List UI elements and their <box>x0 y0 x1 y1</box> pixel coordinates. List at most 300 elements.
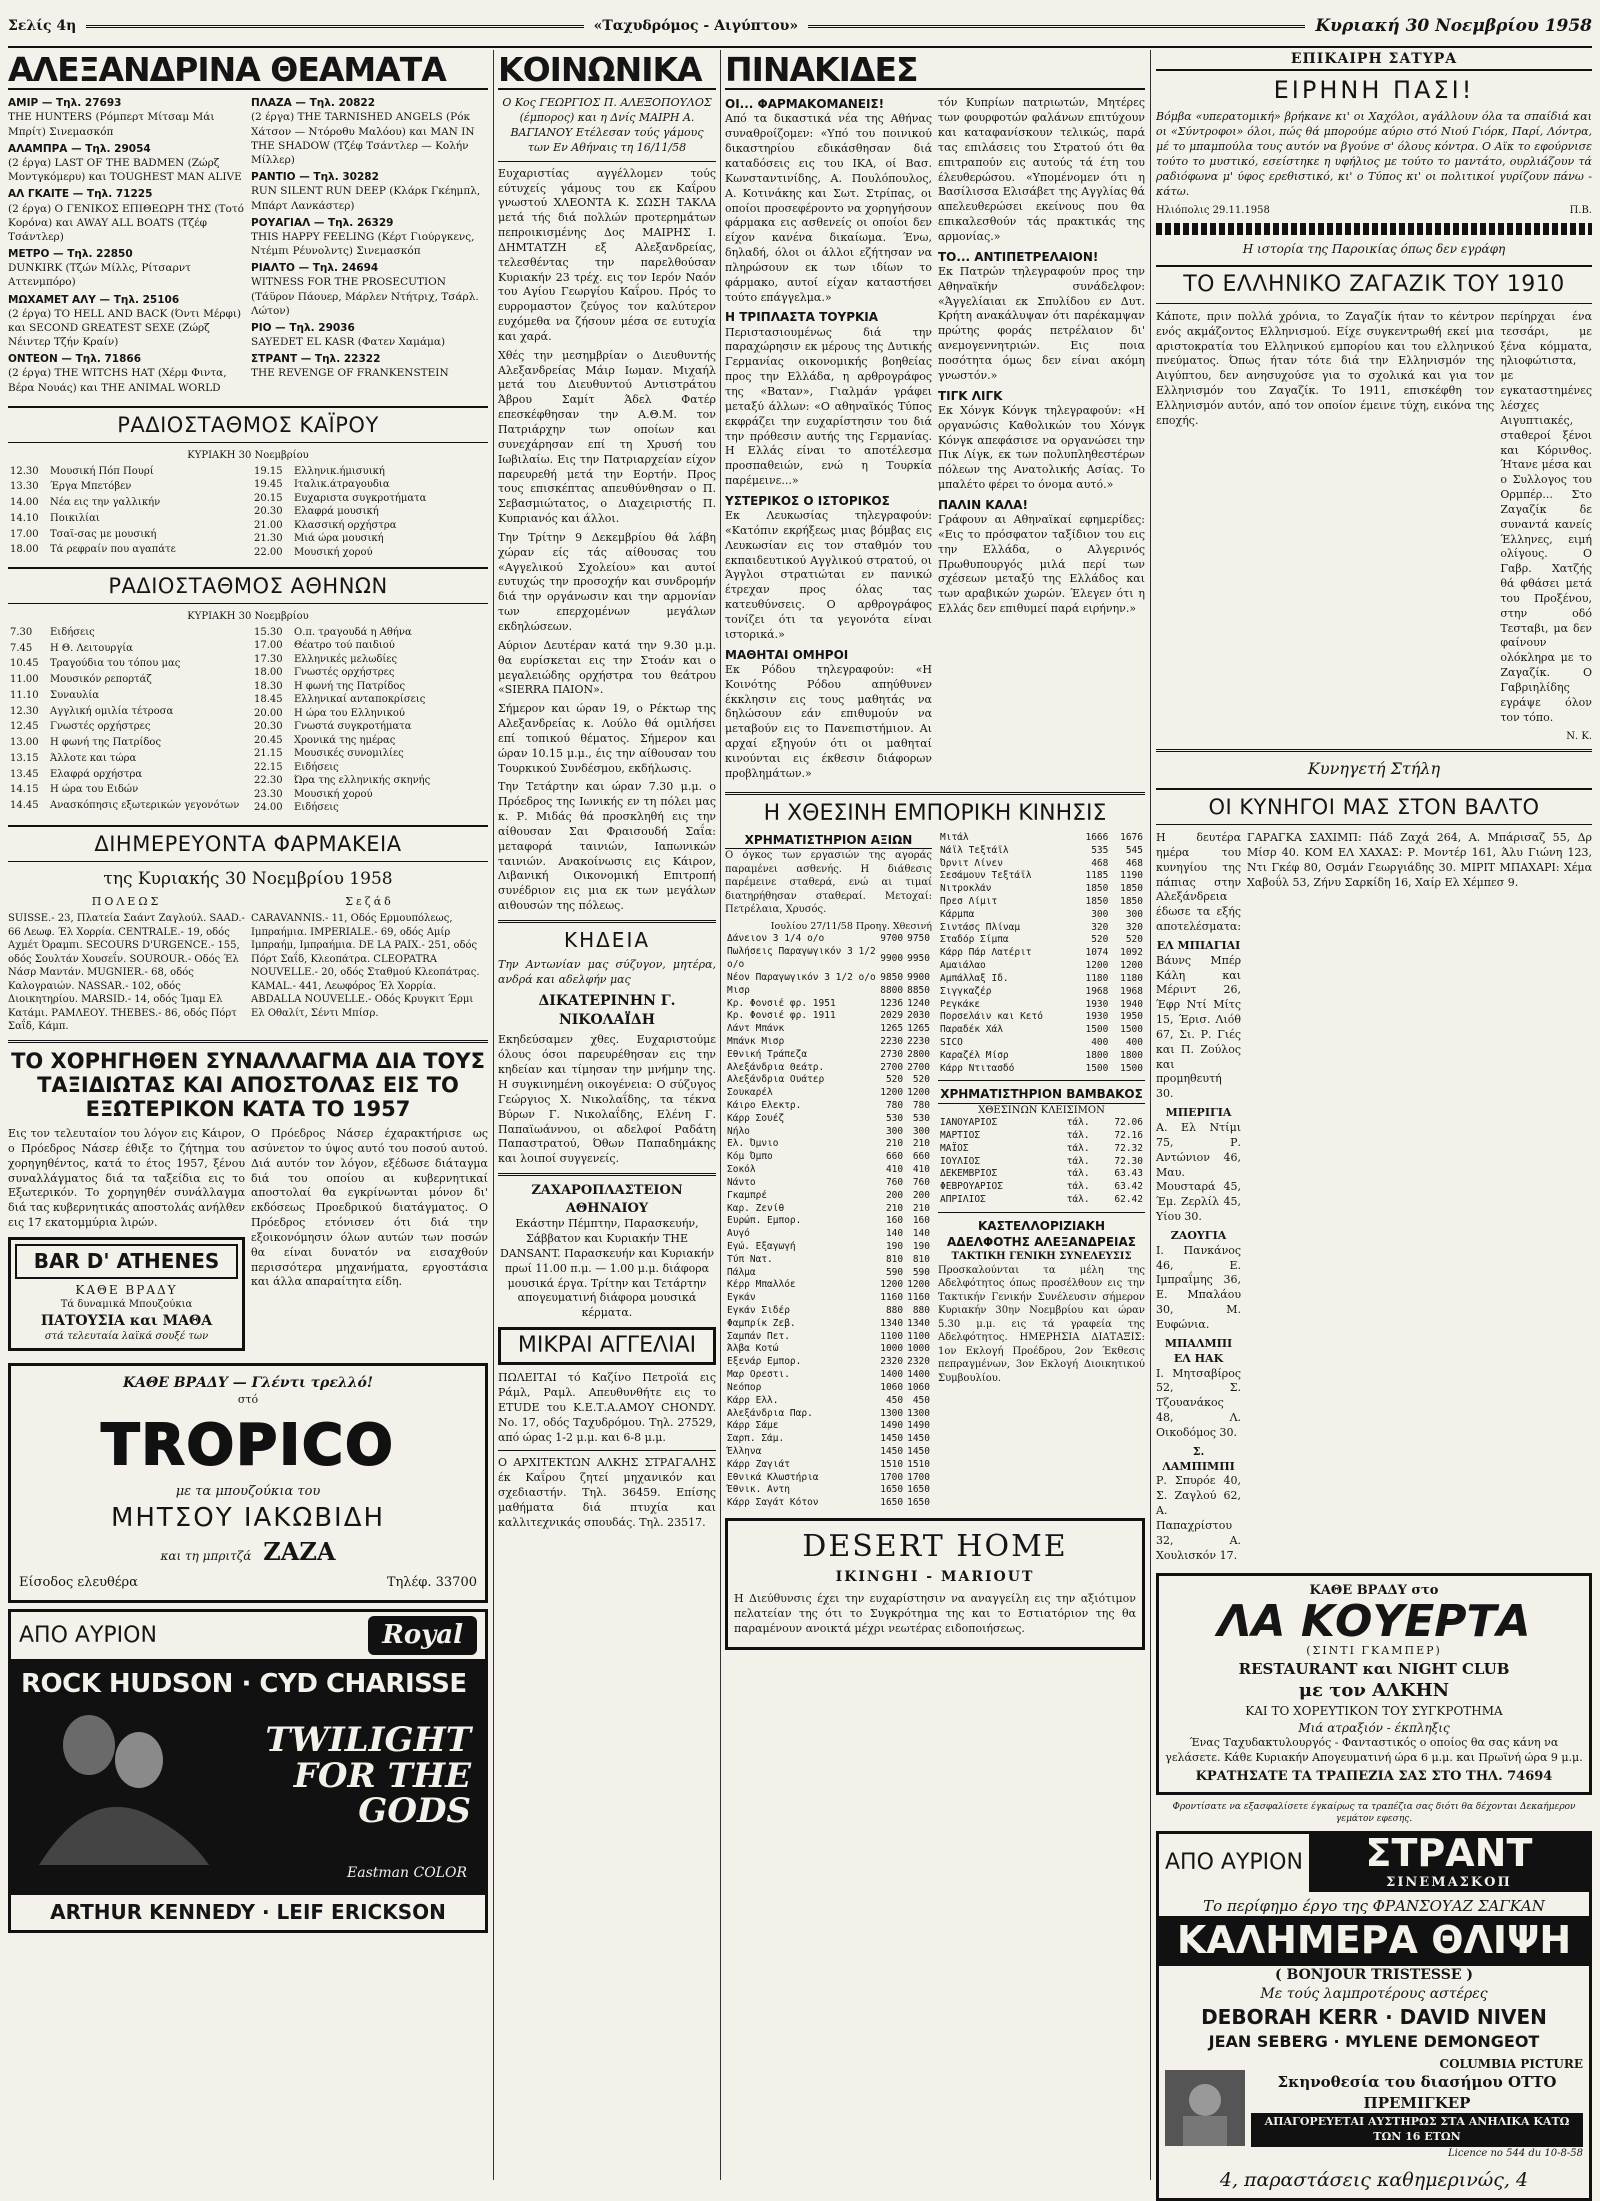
schedule-time: 23.30 <box>254 788 283 800</box>
zagazig-text-b: περίηρχαι ένα τεσσάρι, με ξένα κόμματα, ηλιοφώτιστα, με εγκαταστημένες λέσχες Αιγυπτιακές, σταθεροί ξένοι και Κόρινθος. Ήτανε μέσα και ο Συλλογος του Ορμπέρ... Στο Ζαγαζίκ δε συναντά κανείς Έλληνες, ειμή ολίγους. Ο Γαβρ. Χατζής θά φθάσει μετά του Προξένου, στην οδό Τεσταβι, μα δεν φαίνουν ολόκληρα με το Ζαγαζίκ. Ο Γαβριηλίδης εγράψε όλον τον τόπο. <box>1500 309 1592 724</box>
row-label: Κάρρ Σαγάτ Κότον <box>727 1497 819 1509</box>
row-label: Όρνιτ Λίνεν <box>940 857 1003 869</box>
stock-row <box>725 1177 932 1190</box>
stock-row <box>725 1472 932 1485</box>
row-value: 400 <box>1125 1036 1143 1048</box>
row-label: Έλληνα <box>727 1445 762 1457</box>
strand-studio: COLUMBIA PICTURE <box>1439 2057 1583 2072</box>
schedule-program: Συναυλία <box>50 689 100 701</box>
cotton-sub: ΧΘΕΣΙΝΩΝ ΚΛΕΙΣΙΜΟΝ <box>978 1104 1105 1116</box>
schedule-program: Κλασσική ορχήστρα <box>294 519 397 531</box>
schedule-time: 14.15 <box>10 784 39 796</box>
row-value: 1510 <box>880 1458 904 1470</box>
stock-row <box>938 1024 1145 1037</box>
row-value: 590 <box>912 1266 930 1278</box>
row-label: Σιντάσς Πλίναμ <box>940 921 1021 933</box>
cinema-name: ΡΙΑΛΤΟ — Τηλ. 24694 <box>251 262 379 275</box>
row-value: 9700 <box>880 933 904 945</box>
row-value: 520 <box>1091 934 1109 946</box>
row-value: τάλ. <box>1066 1117 1090 1129</box>
schedule-time: 11.00 <box>10 674 39 686</box>
row-value: 400 <box>1091 1036 1109 1048</box>
stock-row <box>938 870 1145 883</box>
cinema-program: DUNKIRK (Τζών Μίλλς, Ρίτσαρντ Αττενμπόρο) <box>8 262 191 289</box>
row-label: Πάλμα <box>727 1266 756 1278</box>
schedule-program: Νέα εις την γαλλικήν <box>50 497 161 509</box>
row-value: 63.42 <box>1114 1181 1143 1193</box>
row-label: Αμαιάλαο <box>940 960 986 972</box>
hunting-place-text: Ρ. Σπυρόε 40, Σ. Ζαγλού 62, Α. Παπαχρίστου 32, Α. Χουλισκόν 17. <box>1156 1474 1242 1562</box>
row-value: 450 <box>885 1394 904 1406</box>
royal-from: ΑΠΟ ΑΥΡΙΟΝ <box>19 1622 157 1648</box>
exchange-story-text-b: Ο Πρόεδρος Νάσερ έχαρακτήρισε ως ασύνετον το ύψος αυτό του ποσού αυτού. Διά αυτόν τον λόγον, εξέδωσε διάταγμα διά του οποίου αι κυβερνητικαί αποστολαί θα εγκρίνωνται μόνον δι' εκδόσεως Προεδρικού διατάγματος. Ο Πρόεδρος ετόνισεν ότι διά την εξοικονόμησιν όλων αυτών των ποσών θα είναι δυνατόν να εισαχθούν περισσότερα μηχανήματα, εργοστάσια και άλλα απαραίτητα είδη. <box>251 1126 488 1289</box>
cinema-entry <box>251 170 488 213</box>
row-value: 2029 <box>880 1010 904 1022</box>
stock-row <box>725 946 932 972</box>
column-rule <box>1150 50 1151 2180</box>
stock-row <box>725 1190 932 1203</box>
social-para-6: Την Τετάρτην και ώραν 7.30 μ.μ. ο Πρόεδρος της Ιωνικής εν τη πόλει μας κ. Ρ. Μιδάς θά προσκληθή εις την αίθουσαν Σαι Φραισουδή Σαΐα: μεταφορά ταινιών, Ιαπωνικών ταινιών. Ανακοίνωσις εις Κάιρον, Λιβανική Οικονομική Επιτροπή συνέδριον εις μια εκ των μεγάλων αιθουσών της πόλεως. <box>498 780 716 913</box>
row-value: 63.43 <box>1114 1168 1143 1180</box>
pharma-text: Από τα δικαστικά νέα της Αθήνας συναθροίζομεν: «Υπό του ποινικού δικαστηρίου εδικάσθησαν διά καταδόσεις εις του ΙΚΑ, οί Βασ. Κωνσταντινίδης, Α. Πουλόπουλος, Α. Κοτινάκης και Σωτ. Στρίπας, οι οποίοι προσεφέροντο να χορηγήσουν φάρμακα εις ασθενείς οι οποίοι δεν είχον κανένα δικαίωμα. Ένω, δηλαδή, όλοι οι άλλοι εζήτησαν να πληρώσουν εκ των ιδίων το φάρμακο, αυτοί είχαν καταστήσει τούτο επάγγελμα.» <box>725 112 932 304</box>
row-value: 590 <box>885 1266 904 1278</box>
column-rule <box>720 50 721 2180</box>
row-label: Σταδόρ Σίμπα <box>940 934 1009 946</box>
hunting-place-text: Ι. Πανκάνος 46, Ε. Ιμπραΐμης 36, Ε. Μπαλάου 30, Μ. Ευφώνια. <box>1156 1243 1242 1331</box>
row-value: 1000 <box>880 1343 904 1355</box>
strand-film-ad <box>1156 1831 1592 2200</box>
stock-row <box>725 1331 932 1344</box>
pharmacies-head-city: ΠΟΛΕΩΣ <box>91 895 162 909</box>
stock-row <box>725 1279 932 1292</box>
cotton-row <box>938 1117 1145 1130</box>
stock-row <box>938 858 1145 871</box>
row-value: 190 <box>885 1240 904 1252</box>
stock-row <box>938 947 1145 960</box>
schedule-row <box>8 768 244 784</box>
stock-row <box>938 1050 1145 1063</box>
stock-row <box>938 845 1145 858</box>
schedule-program: Η φωνή της Πατρίδος <box>294 680 406 692</box>
row-value: 535 <box>1091 844 1109 856</box>
stock-row <box>725 972 932 985</box>
stock-row <box>725 1087 932 1100</box>
la-kouerta-ad <box>1156 1573 1592 1795</box>
tropico-phone: Τηλέφ. 33700 <box>386 1575 477 1591</box>
royal-title: TWILIGHT FOR THE GODS <box>265 1719 471 1832</box>
row-label: Σοκόλ <box>727 1164 756 1176</box>
stock-table <box>725 933 932 1510</box>
notes-headline: ΠΙΝΑΚΙΔΕΣ <box>725 52 1145 90</box>
tropico-at: στό <box>237 1392 259 1406</box>
social-para-3: Την Τρίτην 9 Δεκεμβρίου θά λάβη χώραν είς τάς αίθουσας του «Αγγελικού Σχολείου» και αυτοί ευτυχώς την προσοχήν και συνδρομήν διά την οργάνωσιν και την αρμονίαν των επερχομένων μεγάλων εκδηλώσεων. <box>498 530 716 633</box>
schedule-program: Μουσικές συνομιλίες <box>294 748 404 760</box>
students-title: ΜΑΘΗΤΑΙ ΟΜΗΡΟΙ <box>725 647 849 662</box>
divider <box>1156 749 1592 752</box>
row-value: τάλ. <box>1066 1129 1090 1141</box>
row-label: Ελ. Όμνιο <box>727 1138 779 1150</box>
history-text: Εκ Λευκωσίας τηλεγραφούν: «Κατόπιν εκρήξεως μιας βόμβας εις Λευκωσίαν εις τον σταθμόν του εκπαιδευτικού Αγγλικού στρατού, οι Άγγλοι στρατιώται εν πανικώ έτρεχαν προς όλας τας κατευθύνσεις. Ο αρθρογράφος τονίζει ότι τα γεγονότα είναι ιστορικά.» <box>725 509 932 641</box>
row-label: Αυγό <box>727 1228 750 1240</box>
row-value: 1450 <box>907 1445 930 1457</box>
notes-columns <box>725 96 1145 785</box>
kouerta-attraction: Μιά ατραξιόν - έκπληξις <box>1298 1720 1450 1735</box>
strand-stars-1: DEBORAH KERR · DAVID NIVEN <box>1201 2004 1547 2029</box>
bar-athenes-text: Τά δυναμικά Μπουζούκια <box>60 1299 193 1311</box>
radio-cairo-table-a <box>8 465 244 560</box>
row-label: Εγκάν Σιδέρ <box>727 1305 790 1316</box>
cinema-entry <box>8 142 245 185</box>
cinema-program: SAYEDET EL KASR (Φατεν Χαμάμα) <box>251 336 446 349</box>
schedule-program: Ειδήσεις <box>50 626 95 638</box>
row-label: Μισρ <box>727 984 750 996</box>
divider <box>498 1173 716 1176</box>
cinema-list-left <box>8 96 245 397</box>
stock-row <box>725 1382 932 1395</box>
schedule-time: 21.30 <box>254 533 283 545</box>
row-value: 210 <box>912 1202 930 1214</box>
row-value: 1940 <box>1120 998 1143 1010</box>
zacharoplasteio-text: Εκάστην Πέμπτην, Παρασκευήν, Σάββατον και Κυριακήν THE DANSANT. Παρασκευήν και Κυριακήν πρωί 11.00 π.μ. — 1.00 μ.μ. διάφορα μουσικά έργα. Τρίτην και Τετάρτην απογευματινή διάφορα μουσικά κέρματα. <box>499 1217 715 1320</box>
row-value: 320 <box>1125 921 1143 933</box>
pharmacies-head-suburbs: Σεζάδ <box>345 895 394 909</box>
schedule-program: Ιταλικ.άτραγουδια <box>294 479 390 491</box>
schedule-row <box>8 528 244 544</box>
schedule-time: 20.30 <box>254 721 283 733</box>
schedule-row <box>252 680 488 694</box>
royal-stars: ROCK HUDSON · CYD CHARISSE <box>21 1668 467 1699</box>
schedule-program: Ο.π. τραγουδά η Αθήνα <box>294 626 412 638</box>
strand-director: Σκηνοθεσία του διασήμου ΟΤΤΟ ΠΡΕΜΙΓΚΕΡ <box>1277 2073 1557 2112</box>
divider <box>498 1450 716 1451</box>
schedule-time: 24.00 <box>254 802 283 814</box>
kouerta-lines: Ένας Ταχυδακτυλουργός - Φανταστικός ο οποίος θα σας κάνη να γελάσετε. Κάθε Κυριακήν Απογευματινή ώρα 6 μ.μ. και Πρωϊνή ώρα 9 μ.μ. <box>1165 1735 1583 1764</box>
masthead-rule <box>808 25 1305 28</box>
row-label: Νεόπορ <box>727 1381 762 1393</box>
social-para-2: Χθές την μεσημβρίαν ο Διευθυντής Αλεξανδρείας Μάιρ Ιωμαν. Μιχαήλ μετά του Διευθυντού Αντιστράτου Άβρου Σαμίτ Άδελ Φατέρ επεσκέφθησαν την Α.Θ.Μ. τον Πατριάρχην των οποίων και συνεχάρησαν επί τη Χρυσή του Ιωβιλαίω. Εις την Πατριαρχείαν είχον παρευρεθή μετά την Εορτήν. Προς τους επισκέπτας απευθύνθησαν ο Π. Σεβασμιώτατος, ο Διαχειριστής Π. Κυπριανός και άλλοι. <box>498 348 716 526</box>
schedule-program: Η ώρα του Ειδών <box>50 784 139 796</box>
column-notes <box>725 50 1145 2180</box>
row-value: 468 <box>1125 857 1143 869</box>
cotton-row <box>938 1194 1145 1207</box>
schedule-program: Άλλοτε και τώρα <box>50 752 137 764</box>
cinema-program: (2 έργα) LAST OF THE BADMEN (Ζώρζ Μοντγκόμερυ) και TOUGHEST MAN ALIVE <box>8 156 242 184</box>
row-value: 1000 <box>907 1343 930 1355</box>
row-value: 1300 <box>907 1407 930 1419</box>
radio-cairo-table-b <box>252 465 488 560</box>
row-value: 450 <box>912 1394 930 1406</box>
stock-row <box>938 973 1145 986</box>
stock-row <box>725 1010 932 1023</box>
schedule-row <box>252 653 488 667</box>
cinema-program: THE REVENGE OF FRANKENSTEIN <box>251 367 449 380</box>
row-label: Νάντο <box>727 1176 756 1188</box>
social-para-4: Αύριον Δευτέραν κατά την 9.30 μ.μ. θα ευρίσκεται εις την Στοάν και ο μεγαλειώδης ορχήστρα του θεάτρου «SIERRA ΠΑΙΟΝ». <box>498 638 716 697</box>
students-text: Εκ Ρόδου τηλεγραφούν: «Η Κοινότης Ρόδου απηύθυνεν έκκλησιν εις τους μαθητάς να δηλώσουν εάν επιθυμούν να μεταβούν εις το Πανεπιστήμιον. Αι αρχαί εξηγούν ότι οι μαθηταί κινούνται εις έκθεσιν διάφορων προβλημάτων.» <box>725 662 932 780</box>
satire-signature: Π.Β. <box>1569 204 1592 216</box>
schedule-time: 14.00 <box>10 497 39 509</box>
cinema-listings <box>8 96 488 397</box>
kouerta-owner: (ΣΙΝΤΙ ΓΚΑΜΠΕΡ) <box>1306 1644 1442 1658</box>
schedule-program: Γνωστές ορχήστρες <box>50 721 151 733</box>
row-value: 2320 <box>880 1356 904 1368</box>
schedule-time: 17.00 <box>10 528 39 540</box>
desert-home-text: Η Διεύθυνσις έχει την ευχαρίστησιν να αναγγείλη εις την αξιότιμον πελατείαν της ότι το Συγκρότημα της και το Εστιατόριον της θα παραμένουν ανοικτά μέχρι νεωτέρας ειδοποιήσεως. <box>734 1592 1136 1636</box>
row-label: ΙΑΝΟΥΑΡΙΟΣ <box>940 1117 998 1129</box>
row-value: 2230 <box>907 1035 930 1047</box>
row-value: 9850 <box>880 971 904 983</box>
schedule-program: Ελληνικ.ήμισυική <box>294 465 385 477</box>
row-label: Νιτροκλάν <box>940 883 992 895</box>
tropico-top: ΚΑΘΕ ΒΡΑΔΥ — Γλέντι τρελλό! <box>122 1374 373 1391</box>
row-value: 1400 <box>907 1369 930 1381</box>
row-label: Σουκαρέλ <box>727 1087 773 1099</box>
row-value: 9950 <box>907 952 930 964</box>
row-value: 1160 <box>907 1292 930 1304</box>
schedule-program: Γνωστά συγκροτήματα <box>294 721 412 733</box>
hunting-place-name: ΖΑΟΥΓΙΑ <box>1170 1228 1227 1242</box>
stock-row <box>725 1254 932 1267</box>
row-label: Σαρπ. Σάμ. <box>727 1433 785 1445</box>
schedule-row <box>8 496 244 512</box>
schedule-row <box>252 774 488 788</box>
row-label: Νάϊλ Τεξτάϊλ <box>940 844 1009 856</box>
row-value: 1200 <box>1085 960 1109 972</box>
schedule-time: 22.30 <box>254 775 283 787</box>
stock-row <box>725 1203 932 1216</box>
hunting-places <box>1156 939 1241 1564</box>
stock-row <box>938 896 1145 909</box>
radio-cairo-title: ΡΑΔΙΟΣΤΑΘΜΟΣ ΚΑΪΡΟΥ <box>8 406 488 443</box>
row-value: 1666 <box>1085 831 1109 843</box>
row-label: Λάντ Μπάνκ <box>727 1023 785 1035</box>
schedule-row <box>8 783 244 799</box>
funeral-body: Εκηδεύσαμεν χθες. Ευχαριστούμε όλους όσοι παρευρέθησαν εις την κηδείαν και τίμησαν την μνήμην της. Η συγκινημένη οικογένεια: Ο σύζυγος Γεώργιος Χ. Νικολαΐδης, τα τέκνα Βύρων Γ. Νικολαΐδης, Ελένη Γ. Παπαϊωάννου, οι αδελφοί Ραδάτη Παπαστρατού, Όθων Παπαδημάκης και λοιποί συγγενείς. <box>498 1033 716 1166</box>
row-label: Έθνικ. Αντη <box>727 1484 790 1496</box>
row-label: Κάρρ Σάμε <box>727 1420 779 1432</box>
row-value: 1490 <box>907 1420 930 1432</box>
schedule-row <box>8 705 244 721</box>
column-rule <box>493 50 494 2180</box>
stock-row <box>725 985 932 998</box>
stock-row <box>725 1241 932 1254</box>
schedule-row <box>252 492 488 506</box>
schedule-row <box>252 465 488 479</box>
exchange-story-text-a: Εις τον τελευταίον του λόγον εις Κάιρον, ο Πρόεδρος Νάσερ έθιξε το ζήτημα του χορηγηθέντος, κατά το έτος 1957, ξένου συναλλάγματος διά τα ταξείδια εις το Εξωτερικόν. Το χορηγηθέν συνάλλαγμα διά τας κυβερνητικάς αποστολάς ανήλθεν εις 17 εκατομμύρια λιρών. <box>8 1126 245 1230</box>
schedule-row <box>8 465 244 481</box>
pharmacies-suburbs: CARAVANNIS.- 11, Οδός Ερμουπόλεως, Ιμπραήμια. IMPERIALE.- 69, οδός Αμίρ Ιμπραήμ, Ιμπραήμια. DE LA PAIX.- 251, οδός Πόρτ Σαΐδ, Κλεοπάτρα. CLEOPATRA NOUVELLE.- 20, οδός Σταθμού Κλεοπάτρας. KAMAL.- 441, Λεωφόρος Έλ Χορρία. ABDALLA NOUVELLE.- Οδός Κρυγκιτ Έρμι Ελ Οθαλίτ, Σέντι Μπίσρ. <box>251 913 480 1019</box>
schedule-program: Γνωστές ορχήστρες <box>294 667 395 679</box>
market-title: Η ΧΘΕΣΙΝΗ ΕΜΠΟΡΙΚΗ ΚΙΝΗΣΙΣ <box>763 800 1107 826</box>
schedule-row <box>8 657 244 673</box>
stock-row <box>725 1318 932 1331</box>
schedule-program: Έργα Μπετόβεν <box>50 481 132 493</box>
satire-poem: Βόμβα «υπερατομική» βρήκανε κι' οι Χαχόλοι, αγάλλουν όλα τα σπαίδιά και οι «Σύντροφοι» όλοι, πώς θά μπορούμε αύριο στό Νιού Γιόρκ, Παρί, Λόντρα, μέ το μπαμπούλα τους αυτόν να βγούνε σ' όλους κόντρα. Ο Αϊκ το εφούρνισε τούτο το μυστικό, εσείστηκε η υφήλιος με τούτο το μαντάτο, ουρλιάζουν τά ραδιόφωνα μ' ύφος ερεθιστικό, κι' ο Τύπος κι' οι πολιτικοί γυρίζουν πάνω - κάτω. <box>1156 110 1592 198</box>
row-value: 1800 <box>1120 1049 1143 1061</box>
row-value: 1160 <box>880 1292 904 1304</box>
radio-athens-table-a <box>8 626 244 815</box>
small-ads-box <box>498 1327 716 1365</box>
stock-row <box>725 1049 932 1062</box>
schedule-time: 11.10 <box>10 689 39 701</box>
row-value: 1800 <box>1085 1049 1109 1061</box>
row-value: 1930 <box>1085 998 1109 1010</box>
hunting-intro: Η δευτέρα ημέρα του κυνηγίου της πάπιας στην Αλεξάνδρεια έδωσε τα εξής αποτελέσματα: <box>1156 830 1242 934</box>
row-value: 880 <box>912 1305 930 1316</box>
history-title: ΥΣΤΕΡΙΚΟΣ Ο ΙΣΤΟΡΙΚΟΣ <box>725 493 890 508</box>
row-label: Κέρρ Μπαλλόε <box>727 1279 796 1291</box>
wedding-notice: Ο Κος ΓΕΩΡΓΙΟΣ Π. ΑΛΕΞΟΠΟΥΛΟΣ (έμπορος) και η Δνίς ΜΑΙΡΗ Α. ΒΑΓΙΑΝΟΥ Ετέλεσαν τούς γάμους των Εν Αθήναις τη 16/11/58 <box>502 96 712 154</box>
schedule-time: 18.45 <box>254 694 283 706</box>
row-value: 72.16 <box>1114 1129 1143 1141</box>
strand-with: Με τούς λαμπροτέρους αστέρες <box>1260 1985 1488 2002</box>
cotton-table <box>938 1117 1145 1207</box>
royal-color: Eastman COLOR <box>347 1865 467 1882</box>
row-label: Φαμπρίκ Ζεβ. <box>727 1317 796 1329</box>
cotton-row <box>938 1143 1145 1156</box>
tropico-entry: Είσοδος ελευθέρα <box>19 1575 138 1591</box>
stock-row <box>725 1459 932 1472</box>
row-value: 320 <box>1091 921 1109 933</box>
schedule-time: 14.10 <box>10 512 39 524</box>
schedule-row <box>8 480 244 496</box>
hunting-kicker: Κυνηγετή Στήλη <box>1307 759 1441 779</box>
cotton-exchange-title: ΧΡΗΜΑΤΙΣΤΗΡΙΟΝ ΒΑΜΒΑΚΟΣ <box>938 1086 1145 1103</box>
row-label: Καρ. Ζενίθ <box>727 1202 785 1214</box>
schedule-row <box>252 707 488 721</box>
schedule-time: 18.00 <box>254 667 283 679</box>
stock-row <box>725 1151 932 1164</box>
cotton-row <box>938 1168 1145 1181</box>
row-label: ΦΕΒΡΟΥΑΡΙΟΣ <box>940 1181 1003 1193</box>
row-value: 1265 <box>880 1023 904 1035</box>
schedule-time: 12.30 <box>10 465 39 477</box>
schedule-row <box>8 736 244 752</box>
row-label: Αλεξάνδρια Θεάτρ. <box>727 1061 825 1073</box>
stock-row <box>725 1497 932 1510</box>
row-value: 660 <box>885 1151 904 1163</box>
satire-date: Ηλιόπολις 29.11.1958 <box>1156 204 1270 216</box>
cinema-name: ΠΛΑΖΑ — Τηλ. 20822 <box>251 97 376 110</box>
row-value: 1500 <box>1085 1062 1109 1074</box>
cinema-entry <box>8 247 245 290</box>
cinema-name: ΡΟΥΑΓΙΑΛ — Τηλ. 26329 <box>251 216 394 229</box>
continued-text: τόν Κυπρίων πατριωτών, Μητέρες των φουρφοτών φαλάνων επιτύχουν και καταφανίσκουν τελικώς, παρά τας επιλάσεις του Στρατού ότι θα επιτραπούν εις αυτούς τά έτη του έλευθερώσου. «Υπομένομεν ότι η Βασίλισσα Ελισάβετ της Αγγλίας θά απελευθερώσει εκείνους που θα επικαλεσθούν τάς πρακτικάς της αρμονίας.» <box>938 96 1145 243</box>
hunting-place-text: Α. Ελ Ντίμι 75, Ρ. Αντώνιον 46, Μαυ. Μουσταρά 45, Έμ. Ζερλίλ 45, Υίου 30. <box>1156 1121 1242 1224</box>
cinema-program: (2 έργα) THE WITCHS HAT (Χέρμ Φιντα, Βέρα Νουάς) και THE ANIMAL WORLD <box>8 367 227 394</box>
schedule-row <box>252 519 488 533</box>
cinema-program: (2 έργα) THE TARNISHED ANGELS (Ρόκ Χάτσον — Ντόροθυ Μαλόου) και MAN IN THE SHADOW (Τζέφ Τσάντλερ — Κολήν Μίλλερ) <box>251 111 475 166</box>
row-value: 760 <box>912 1176 930 1188</box>
stock-row <box>725 1164 932 1177</box>
schedule-time: 20.45 <box>254 734 283 746</box>
tropico-singer: ZAZA <box>263 1536 336 1566</box>
pharmacies-list <box>8 895 488 1033</box>
row-value: 1700 <box>880 1471 904 1483</box>
schedule-row <box>252 788 488 802</box>
poster-figure-icon <box>19 1705 219 1865</box>
royal-film-ad <box>8 1609 488 1933</box>
schedule-row <box>8 720 244 736</box>
row-label: ΜΑΪΟΣ <box>940 1142 969 1154</box>
shows-headline: ΑΛΕΞΑΝΔΡΙΝΑ ΘΕΑΜΑΤΑ <box>8 52 488 90</box>
row-value: τάλ. <box>1066 1142 1090 1154</box>
stock-exchange-title: ΧΡΗΜΑΤΙΣΤΗΡΙΟΝ ΑΞΙΩΝ <box>725 832 932 849</box>
cinema-name: ΑΛΑΜΠΡΑ — Τηλ. 29054 <box>8 142 151 155</box>
stock-row <box>938 986 1145 999</box>
pharmacies-city: SUISSE.- 23, Πλατεία Σαάντ Ζαγλούλ. SAAD.- 66 Λεωφ. Έλ Χορρία. CENTRALE.- 19, οδός Αχμέτ Όραμπι. SECOURS D'URGENCE.- 155, οδός Σουλτάν Χουσεΐν. SOUROUR.- Οδός Έλ Νάσρ Μαντάν. MUGNIER.- 68, οδός Καλογραιών. NASSAR.- 102, οδός Διοικητηρίου. MARSID.- 14, οδός Ίμαμ Ελ Κατάμι. ΡΑΜΛΕΟΥ. THEBES.- 86, οδός Πόρτ Σαΐδ, Κάμπ. <box>8 913 245 1033</box>
row-value: 1240 <box>907 997 930 1009</box>
stock-row <box>725 1292 932 1305</box>
schedule-time: 22.00 <box>254 546 283 558</box>
row-value: 140 <box>912 1228 930 1240</box>
divider <box>8 1040 488 1043</box>
zagazig-title: ΤΟ ΕΛΛΗΝΙΚΟ ΖΑΓΑΖΙΚ ΤΟΥ 1910 <box>1156 265 1592 304</box>
cinema-program: (2 έργα) Ο ΓΕΝΙΚΟΣ ΕΠΙΘΕΩΡΗ ΤΗΣ (Τοτό Κορόνα) και AWAY ALL BOATS (Τζέφ Τσάντλερ) <box>8 202 244 243</box>
schedule-time: 21.15 <box>254 748 283 760</box>
row-label: Νέον Παραγωγικόν 3 1/2 ο/ο <box>727 971 876 983</box>
tropico-ad <box>8 1363 488 1603</box>
strand-from: ΑΠΟ ΑΥΡΙΟΝ <box>1165 1850 1303 1876</box>
schedule-time: 7.30 <box>10 626 33 638</box>
row-value: 1180 <box>1085 972 1109 984</box>
schedule-program: Η ώρα του Ελληνικού <box>294 707 405 719</box>
cinema-entry <box>251 321 488 349</box>
row-value: 1236 <box>880 997 904 1009</box>
stock-intro: Ο όγκος των εργασιών της αγοράς παραμένει ασθενής. Η διάθεσις παρέμεινε σταθερά, ενώ αι τιμαί διατηρήθησαν σταθεραί. Μετοχαί: Πετρέλαια, Χρυσός. <box>725 850 932 916</box>
row-label: Αλεξάνδρια Ουάτερ <box>727 1074 825 1086</box>
strand-original-title: ( BONJOUR TRISTESSE ) <box>1274 1966 1473 1983</box>
schedule-program: Τραγούδια του τόπου μας <box>50 658 181 670</box>
column-shows <box>8 50 488 2180</box>
schedule-time: 19.15 <box>254 465 283 477</box>
row-value: 1100 <box>880 1330 904 1342</box>
radio-athens-table-b <box>252 626 488 815</box>
masthead-rule <box>86 25 583 28</box>
schedule-time: 13.30 <box>10 481 39 493</box>
row-label: Εθνικά Κλωστήρια <box>727 1471 819 1483</box>
pharmacies-title: ΔΙΗΜΕΡΕΥΟΝΤΑ ΦΑΡΜΑΚΕΙΑ <box>8 825 488 862</box>
row-label: Σιγγκαζέρ <box>940 985 992 997</box>
page-number: Σελίς 4η <box>8 18 77 34</box>
row-value: 1200 <box>880 1279 904 1291</box>
column-features <box>1156 50 1592 2192</box>
row-value: 1074 <box>1085 947 1109 959</box>
stock-row <box>725 1100 932 1113</box>
schedule-program: Ελληνικαί ανταποκρίσεις <box>294 694 426 706</box>
row-label: Ευρώπ. Εμπορ. <box>727 1215 802 1227</box>
cinema-entry <box>251 261 488 318</box>
row-label: Αμπάλλαξ Ιδ. <box>940 972 1009 984</box>
stock-row <box>938 883 1145 896</box>
stock-row <box>725 1062 932 1075</box>
cinema-program: THIS HAPPY FEELING (Κέρτ Γιούργκενς, Ντέμπι Ρέυνολντς) Σινεμασκόπ <box>251 230 475 258</box>
strand-stars-2: JEAN SEBERG · MYLENE DEMONGEOT <box>1208 2031 1540 2051</box>
row-label: Ρεγκάκε <box>940 998 981 1010</box>
stock-row <box>725 1126 932 1139</box>
schedule-row <box>252 626 488 640</box>
tik-title: ΤΙΓΚ ΛΙΓΚ <box>938 388 1003 403</box>
row-value: 9750 <box>907 933 930 945</box>
row-label: Μιτάλ <box>940 831 969 843</box>
row-label: Σαμπάν Πετ. <box>727 1330 790 1342</box>
desert-home-place: IKINGHI - MARIOUT <box>835 1568 1035 1585</box>
row-value: 1400 <box>880 1369 904 1381</box>
schedule-program: Ελαφρά ορχήστρα <box>50 768 143 780</box>
cinema-entry <box>251 216 488 259</box>
row-value: 1930 <box>1085 1011 1109 1023</box>
kouerta-with: με τον ΑΛΚΗΝ <box>1298 1680 1450 1702</box>
